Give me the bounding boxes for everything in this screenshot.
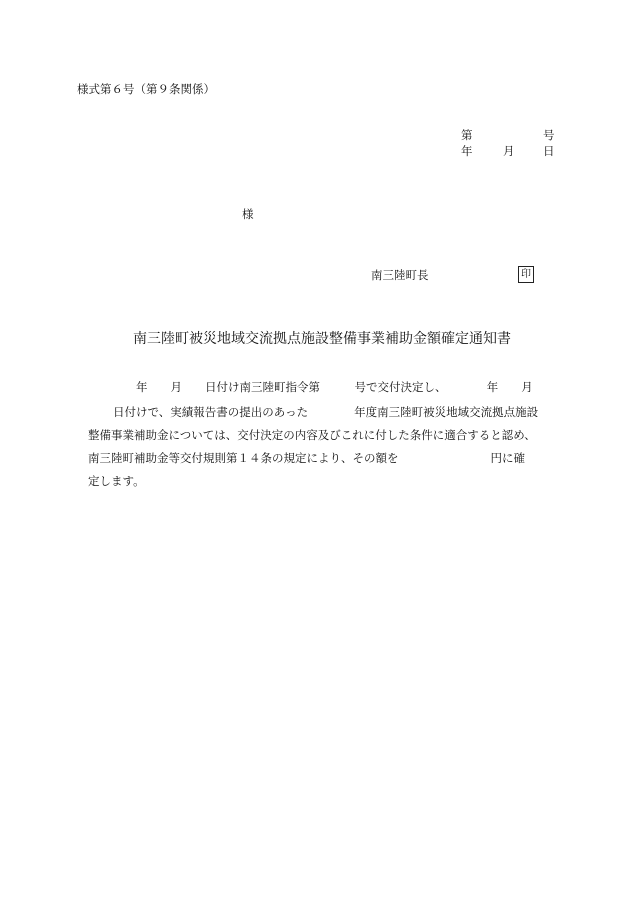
addressee-honorific: 様 — [242, 207, 254, 221]
issue-number-suffix: 号 — [543, 128, 555, 142]
issue-date-month: 月 — [503, 144, 515, 158]
body-line-2: 日付けで、実績報告書の提出のあった 年度南三陸町被災地域交流拠点施設 — [113, 405, 539, 419]
issue-date-year: 年 — [461, 144, 473, 158]
body-line-5: 定します。 — [88, 474, 145, 488]
body-line-4: 南三陸町補助金等交付規則第１４条の規定により、その額を 円に確 — [88, 451, 525, 465]
document-title: 南三陸町被災地域交流拠点施設整備事業補助金額確定通知書 — [133, 331, 511, 347]
body-line-3: 整備事業補助金については、交付決定の内容及びこれに付した条件に適合すると認め、 — [88, 428, 536, 442]
seal-mark: 印 — [518, 266, 534, 283]
body-line-1: 年 月 日付け南三陸町指令第 号で交付決定し、 年 月 — [136, 380, 533, 394]
issue-date-day: 日 — [543, 144, 555, 158]
issuer-title: 南三陸町長 — [371, 268, 429, 282]
form-label: 様式第６号（第９条関係） — [77, 82, 215, 96]
issue-number-prefix: 第 — [461, 128, 473, 142]
